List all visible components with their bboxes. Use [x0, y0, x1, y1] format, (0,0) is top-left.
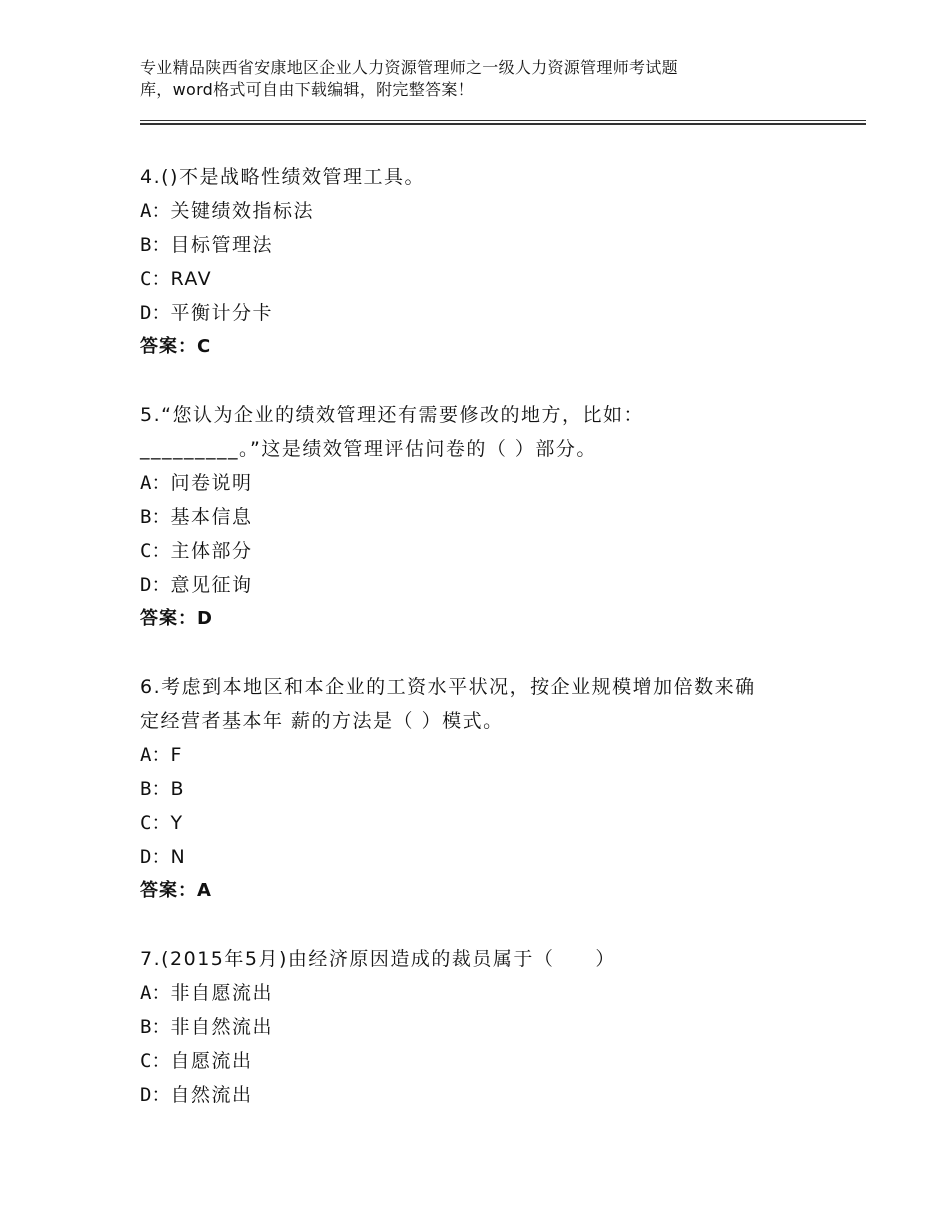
document-header [140, 57, 820, 101]
option-a [140, 976, 840, 1010]
option-key: A： [140, 744, 171, 766]
option-key: B： [140, 234, 171, 256]
question-6 [140, 670, 840, 908]
option-c [140, 806, 840, 840]
answer-line: 答案：D [140, 608, 213, 629]
question-7 [140, 942, 840, 1112]
option-c [140, 1044, 840, 1078]
option-text: RAV [170, 268, 213, 290]
question-stem-continued: _________。”这是绩效管理评估问卷的（ ）部分。 [140, 438, 597, 460]
question-stem-continued: 定经营者基本年 薪的方法是（ ）模式。 [140, 710, 504, 732]
option-text: 意见征询 [170, 574, 253, 596]
option-text: F [170, 744, 183, 766]
option-text: 平衡计分卡 [170, 302, 273, 324]
option-text: B [170, 778, 185, 800]
question-list [140, 160, 840, 1146]
option-key: D： [140, 1084, 171, 1106]
option-text: 非自愿流出 [170, 982, 273, 1004]
option-text: 非自然流出 [170, 1016, 273, 1038]
option-key: B： [140, 1016, 171, 1038]
option-b [140, 1010, 840, 1044]
option-key: D： [140, 574, 171, 596]
option-b [140, 772, 840, 806]
question-4 [140, 160, 840, 364]
option-b [140, 228, 840, 262]
option-d [140, 568, 840, 602]
answer-line: 答案：C [140, 336, 212, 357]
option-a [140, 194, 840, 228]
option-a [140, 466, 840, 500]
question-stem: 6.考虑到本地区和本企业的工资水平状况，按企业规模增加倍数来确 [140, 676, 756, 698]
option-key: C： [140, 812, 171, 834]
option-c [140, 534, 840, 568]
question-stem: 5.“您认为企业的绩效管理还有需要修改的地方，比如： [140, 404, 644, 426]
header-line-2: 库，word格式可自由下载编辑，附完整答案！ [140, 80, 474, 99]
question-stem: 4.()不是战略性绩效管理工具。 [140, 166, 425, 188]
option-key: A： [140, 200, 171, 222]
option-d [140, 1078, 840, 1112]
option-b [140, 500, 840, 534]
option-key: C： [140, 1050, 171, 1072]
question-stem: 7.(2015年5月)由经济原因造成的裁员属于（ ） [140, 948, 616, 970]
option-key: C： [140, 540, 171, 562]
option-text: 问卷说明 [170, 472, 253, 494]
header-line-1: 专业精品陕西省安康地区企业人力资源管理师之一级人力资源管理师考试题 [140, 58, 678, 77]
option-d [140, 840, 840, 874]
option-d [140, 296, 840, 330]
option-key: A： [140, 982, 171, 1004]
header-divider-bottom [140, 123, 866, 125]
option-text: Y [170, 812, 184, 834]
question-5 [140, 398, 840, 636]
option-key: C： [140, 268, 171, 290]
option-key: D： [140, 302, 171, 324]
header-divider-top [140, 120, 866, 121]
option-text: 基本信息 [170, 506, 253, 528]
option-key: B： [140, 506, 171, 528]
option-c [140, 262, 840, 296]
answer-line: 答案：A [140, 880, 212, 901]
option-text: 主体部分 [170, 540, 253, 562]
option-key: A： [140, 472, 171, 494]
option-key: D： [140, 846, 171, 868]
option-a [140, 738, 840, 772]
option-text: 关键绩效指标法 [170, 200, 314, 222]
option-text: N [170, 846, 187, 868]
option-key: B： [140, 778, 171, 800]
option-text: 自然流出 [170, 1084, 253, 1106]
option-text: 自愿流出 [170, 1050, 253, 1072]
option-text: 目标管理法 [170, 234, 273, 256]
